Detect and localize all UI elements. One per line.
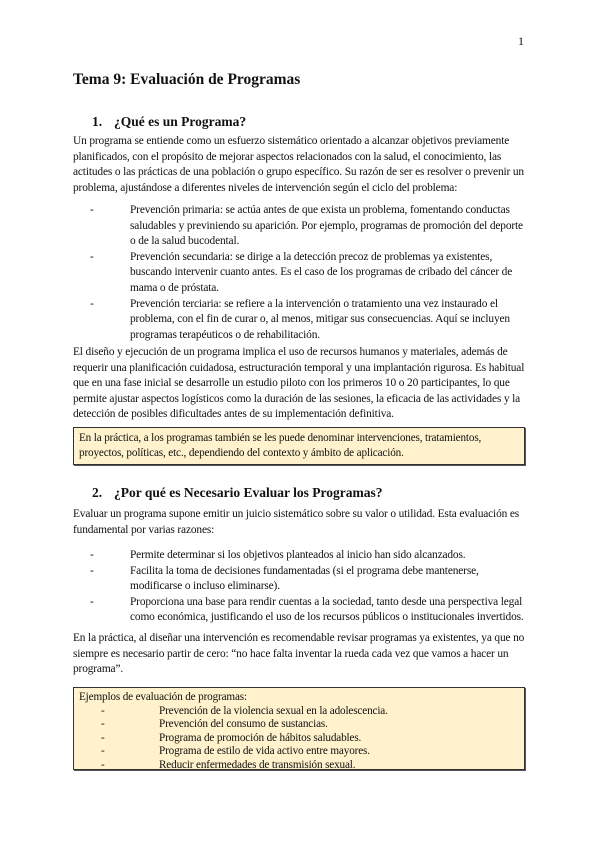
bullet-dash: - [101, 731, 105, 744]
section-number: 1. [92, 114, 103, 129]
list-item [79, 732, 519, 746]
reasons-list [73, 548, 529, 626]
list-item [73, 564, 529, 595]
list-item-text: Proporciona una base para rendir cuentas a la sociedad, tanto desde una perspectiva legal como económica, justificando el uso de los recursos públicos o institucionales invertidos. [130, 595, 524, 624]
section-1-heading [92, 114, 246, 130]
bullet-dash: - [101, 718, 105, 731]
bullet-dash: - [101, 758, 105, 771]
note-box [73, 427, 525, 465]
section-2-heading [92, 485, 382, 501]
note-text: En la práctica, a los programas también se les puede denominar intervenciones, tratamientos, proyectos, políticas, etc., dependiendo del contexto y ámbito de aplicación. [79, 432, 482, 460]
list-item [79, 718, 519, 732]
list-item-text: Prevención secundaria: se dirige a la detección precoz de problemas ya existentes, buscando intervenir cuanto antes. Es el caso de los programas de cribado del cáncer de mama o de próstata. [130, 250, 513, 294]
list-item [73, 595, 529, 626]
examples-list [79, 705, 519, 773]
list-item-text: Prevención primaria: se actúa antes de que exista un problema, fomentando conductas saludables y previniendo su aparición. Por ejemplo, programas de promoción del deporte o de la salud bucodental. [130, 204, 523, 248]
page-title: Tema 9: Evaluación de Programas [73, 71, 301, 88]
bullet-dash: - [90, 549, 94, 561]
list-item-text: Prevención de la violencia sexual en la adolescencia. [159, 704, 388, 717]
list-item-text: Programa de promoción de hábitos saludables. [159, 731, 362, 744]
examples-title: Ejemplos de evaluación de programas: [79, 691, 247, 703]
section-1-outro: El diseño y ejecución de un programa implica el uso de recursos humanos y materiales, además de requerir una planificación cuidadosa, estructuración temporal y una implantación rigurosa. Es habitual que en una fase inicial se desarrolle un estudio piloto con los primeros 10 o 20 participantes, lo que permite ajustar aspectos logísticos como la duración de las sesiones, la eficacia de las actividades y la detección de posibles dificultades antes de su implementación definitiva. [73, 346, 525, 421]
bullet-dash: - [90, 204, 94, 216]
bullet-dash: - [90, 250, 94, 263]
list-item [73, 548, 529, 564]
list-item-text: Facilita la toma de decisiones fundamentadas (si el programa debe mantenerse, modificarse o incluso eliminarse). [130, 564, 479, 593]
bullet-dash: - [90, 297, 94, 310]
prevention-levels-list [73, 203, 529, 343]
list-item [73, 203, 529, 250]
section-number: 2. [92, 485, 103, 500]
list-item-text: Permite determinar si los objetivos planteados al inicio han sido alcanzados. [130, 549, 466, 561]
list-item-text: Prevención del consumo de sustancias. [159, 718, 328, 731]
bullet-dash: - [90, 564, 94, 577]
section-title: ¿Qué es un Programa? [114, 114, 247, 129]
list-item [79, 705, 519, 719]
bullet-dash: - [90, 595, 94, 608]
list-item-text: Programa de estilo de vida activo entre mayores. [159, 745, 370, 758]
section-2-intro: Evaluar un programa supone emitir un juicio sistemático sobre su valor o utilidad. Esta evaluación es fundamental por varias razones: [73, 508, 520, 536]
section-1-intro: Un programa se entiende como un esfuerzo sistemático orientado a alcanzar objetivos previamente planificados, con el propósito de mejorar aspectos relacionados con la salud, el conocimiento, las actitudes o las prácticas de una población o grupo específico. Su razón de ser es resolver o prevenir un problema, ajustándose a diferentes niveles de intervención según el ciclo del problema: [73, 135, 524, 194]
section-2-outro: En la práctica, al diseñar una intervención es recomendable revisar programas ya existentes, ya que no siempre es necesario partir de cero: “no hace falta inventar la rueda cada vez que vamos a hacer un programa”. [73, 632, 525, 676]
bullet-dash: - [101, 704, 105, 717]
list-item-text: Reducir enfermedades de transmisión sexual. [159, 758, 356, 771]
bullet-dash: - [101, 745, 105, 758]
list-item [79, 745, 519, 759]
list-item [73, 250, 529, 297]
list-item-text: Prevención terciaria: se refiere a la intervención o tratamiento una vez instaurado el problema, con el fin de curar o, al menos, mitigar sus consecuencias. Aquí se incluyen programas terapéuticos o de rehabilitación. [130, 297, 510, 341]
section-title: ¿Por qué es Necesario Evaluar los Programas? [114, 485, 383, 500]
page-number: 1 [518, 34, 524, 48]
examples-box [73, 687, 525, 770]
list-item [79, 759, 519, 773]
list-item [73, 297, 529, 344]
